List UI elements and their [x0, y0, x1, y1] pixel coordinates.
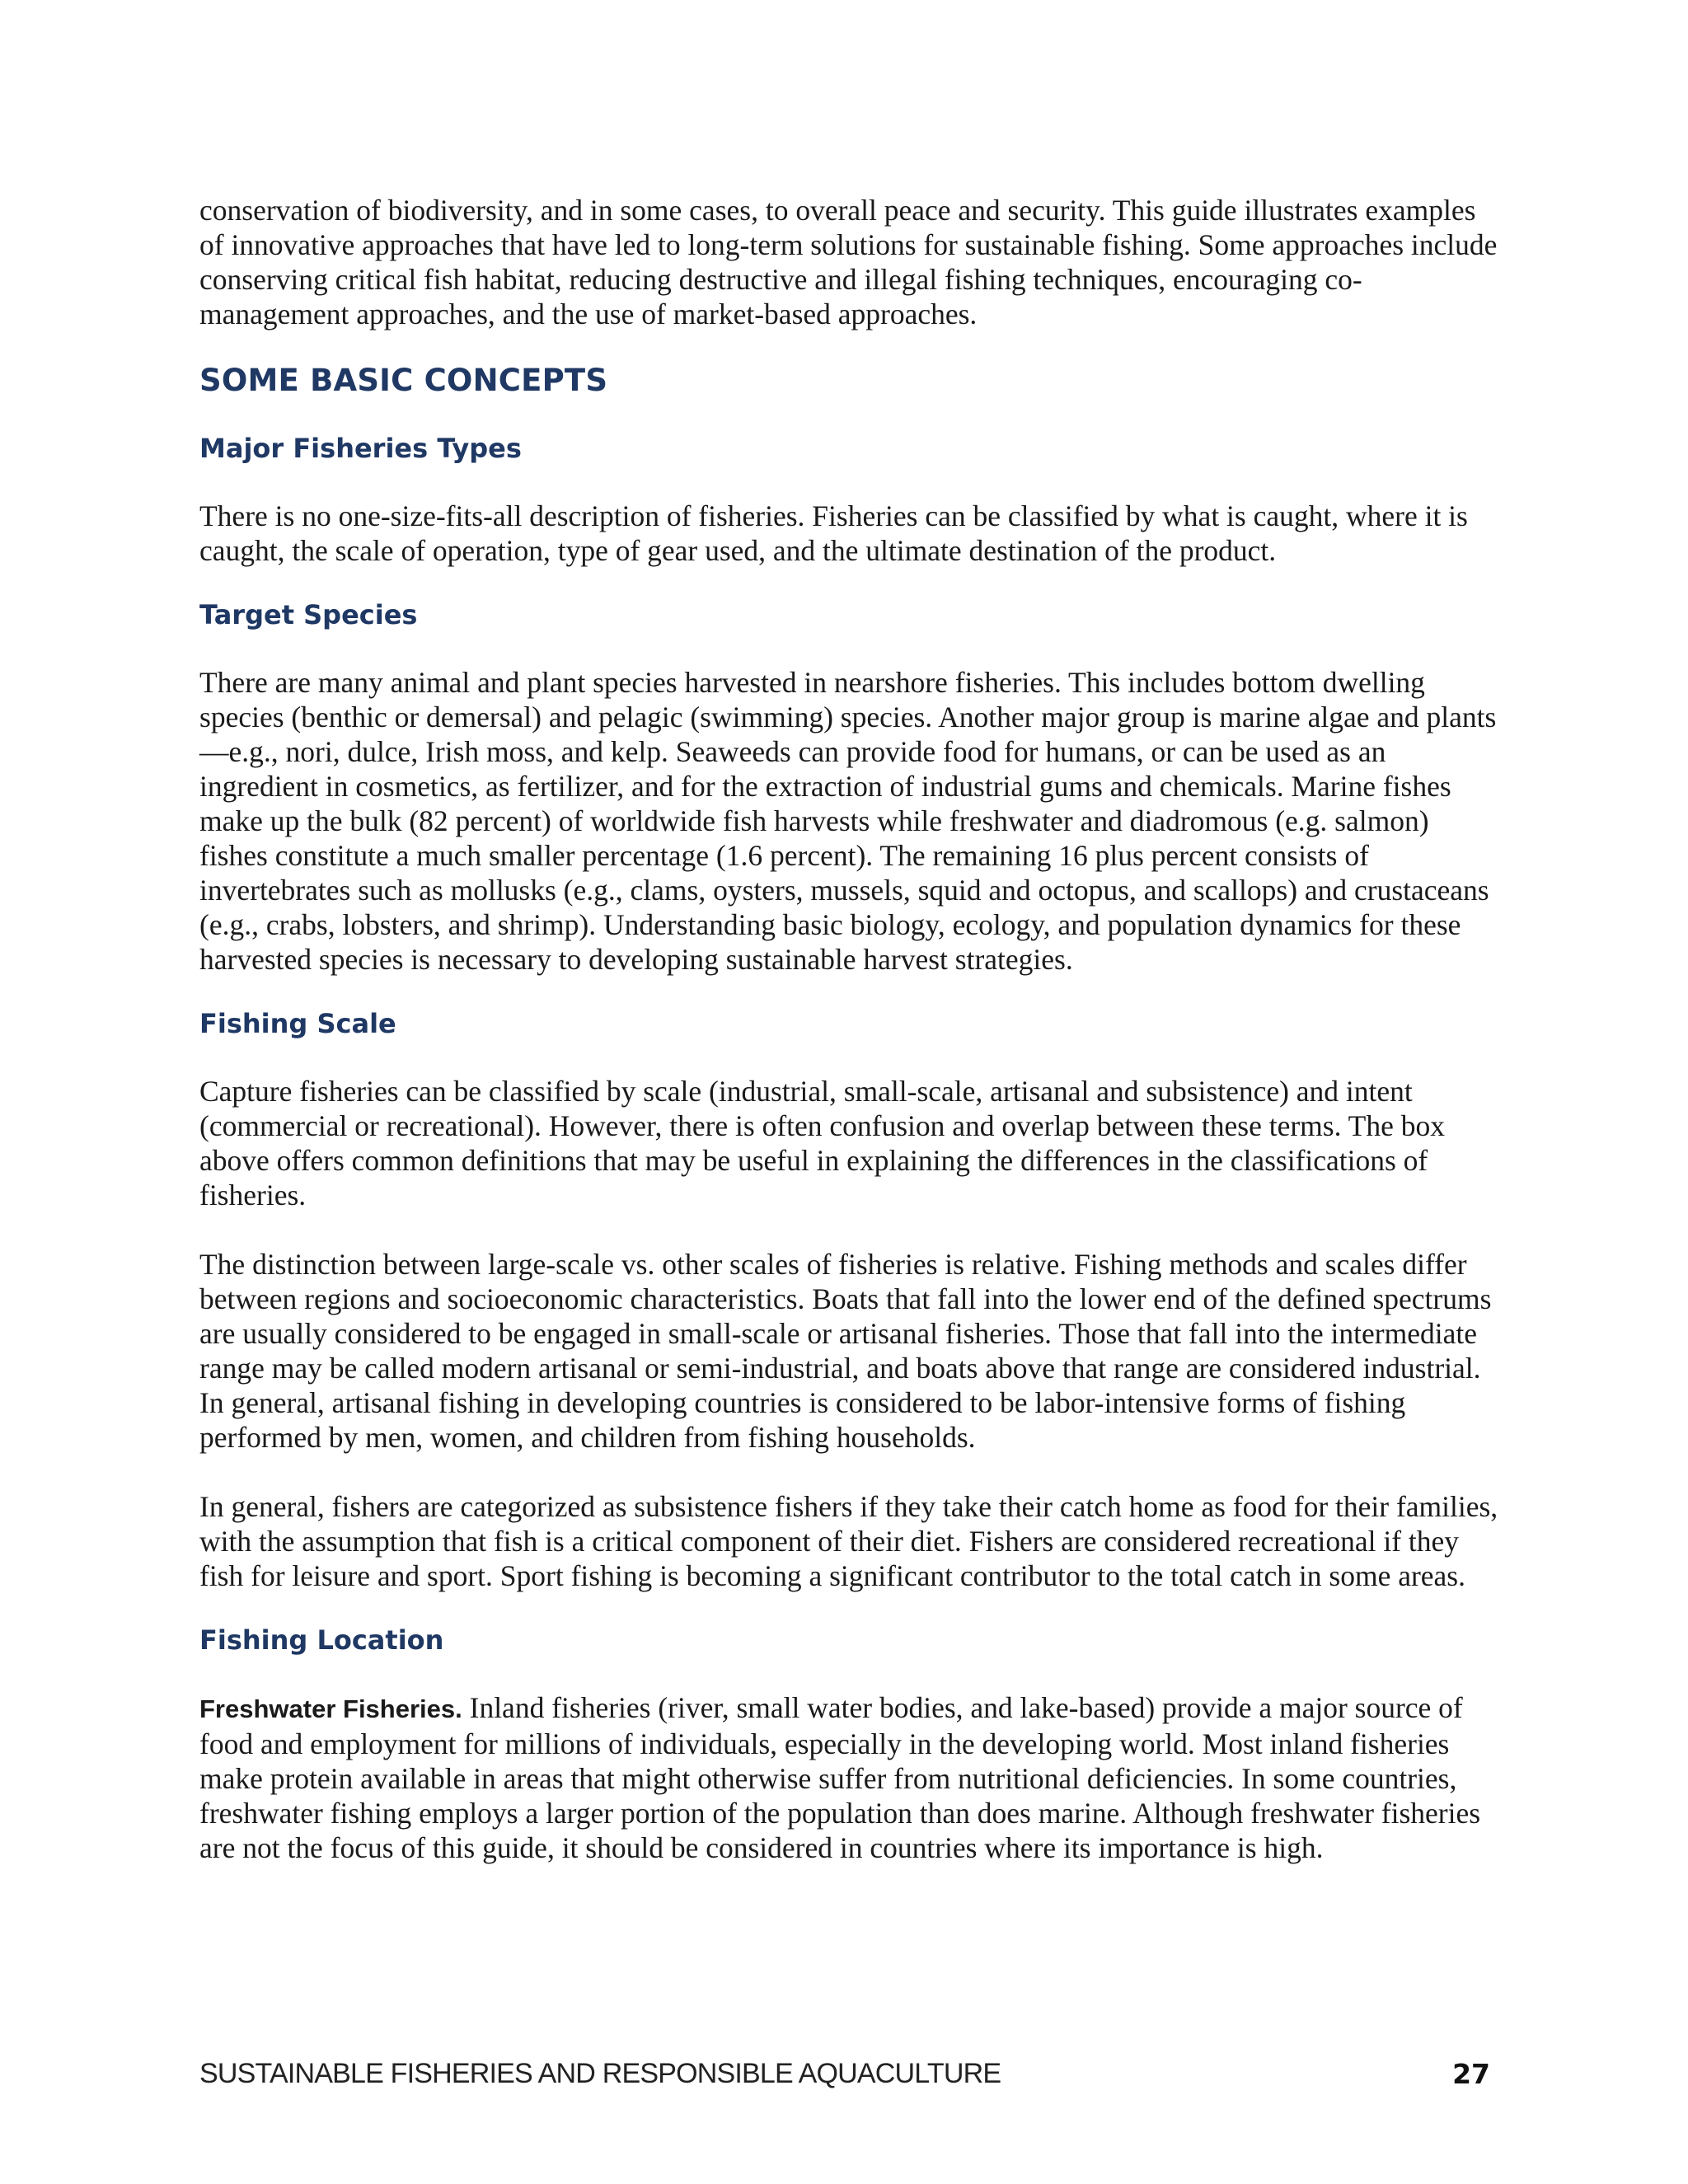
paragraph-fishing-scale-1: Capture fisheries can be classified by scale (industrial, small-scale, artisanal and subsistence) and intent (commercial or recreational). However, there is often confusion and overlap between these terms. The box above offers common definitions that may be useful in explaining the differences in the classifications of fisheries.: [199, 1075, 1446, 1212]
paragraph-fishing-scale-3: In general, fishers are categorized as subsistence fishers if they take their catch home as food for their families, with the assumption that fish is a critical component of their diet. Fishers are considered recreational if they fish for leisure and sport. Sport fishing is becoming a significant contributor to the total catch in some areas.: [199, 1490, 1498, 1592]
footer-title: SUSTAINABLE FISHERIES AND RESPONSIBLE AQUACULTURE: [199, 2057, 1001, 2089]
heading-fishing-scale: Fishing Scale: [199, 1008, 396, 1039]
section-title: SOME BASIC CONCEPTS: [199, 363, 608, 398]
freshwater-fisheries-lead: Freshwater Fisheries.: [199, 1694, 462, 1723]
page-content: [199, 193, 1502, 1865]
freshwater-fisheries-text: Inland fisheries (river, small water bodies, and lake-based) provide a major source of food and employment for millions of individuals, especially in the developing world. Most inland fisheries make protein available in areas that might otherwise suffer from nutritional deficiencies. In some countries, freshwater fishing employs a larger portion of the population than does marine. Although freshwater fisheries are not the focus of this guide, it should be considered in countries where its importance is high.: [199, 1691, 1481, 1864]
paragraph-fishing-scale-2: The distinction between large-scale vs. other scales of fisheries is relative. Fishing methods and scales differ between regions and socioeconomic characteristics. Boats that fall into the lower end of the defined spectrums are usually considered to be engaged in small-scale or artisanal fisheries. Those that fall into the intermediate range may be called modern artisanal or semi-industrial, and boats above that range are considered industrial. In general, artisanal fishing in developing countries is considered to be labor-intensive forms of fishing performed by men, women, and children from fishing households.: [199, 1248, 1492, 1454]
paragraph-major-fisheries-types: There is no one-size-fits-all description of fisheries. Fisheries can be classified by what is caught, where it is caught, the scale of operation, type of gear used, and the ultimate destination of the product.: [199, 499, 1468, 567]
paragraph-freshwater-fisheries: [199, 1690, 1502, 1865]
paragraph-target-species: There are many animal and plant species harvested in nearshore fisheries. This includes bottom dwelling species (benthic or demersal) and pelagic (swimming) species. Another major group is marine algae and plants—e.g., nori, dulce, Irish moss, and kelp. Seaweeds can provide food for humans, or can be used as an ingredient in cosmetics, as fertilizer, and for the extraction of industrial gums and chemicals. Marine fishes make up the bulk (82 percent) of worldwide fish harvests while freshwater and diadromous (e.g. salmon) fishes constitute a much smaller percentage (1.6 percent). The remaining 16 plus percent consists of invertebrates such as mollusks (e.g., clams, oysters, mussels, squid and octopus, and scallops) and crustaceans (e.g., crabs, lobsters, and shrimp). Understanding basic biology, ecology, and population dynamics for these harvested species is necessary to developing sustainable harvest strategies.: [199, 666, 1497, 976]
page-number: 27: [1452, 2057, 1490, 2090]
heading-major-fisheries-types: Major Fisheries Types: [199, 433, 522, 464]
intro-paragraph: conservation of biodiversity, and in some cases, to overall peace and security. This guide illustrates examples of innovative approaches that have led to long-term solutions for sustainable fishing. Some approaches include conserving critical fish habitat, reducing destructive and illegal fishing techniques, encouraging co-management approaches, and the use of market-based approaches.: [199, 194, 1498, 330]
heading-target-species: Target Species: [199, 599, 418, 630]
heading-fishing-location: Fishing Location: [199, 1624, 444, 1656]
page-footer: [199, 2055, 1490, 2092]
